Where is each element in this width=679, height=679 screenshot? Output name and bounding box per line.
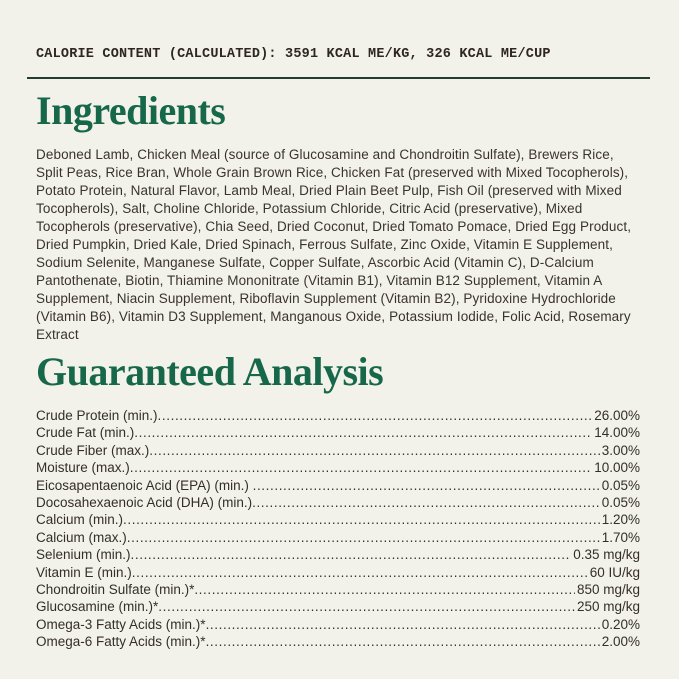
analysis-row bbox=[36, 598, 640, 615]
analysis-row bbox=[36, 616, 640, 633]
dot-leader bbox=[131, 546, 572, 563]
analysis-row-label: Vitamin E (min.) bbox=[36, 564, 132, 580]
analysis-row bbox=[36, 442, 640, 459]
analysis-row bbox=[36, 529, 640, 546]
analysis-row-label: Glucosamine (min.)* bbox=[36, 599, 159, 615]
analysis-row-value: 0.05% bbox=[601, 495, 640, 511]
analysis-row-value: 0.20% bbox=[601, 616, 640, 632]
analysis-row-label: Crude Fiber (max.) bbox=[36, 442, 150, 458]
ingredients-text: Deboned Lamb, Chicken Meal (source of Glucosamine and Chondroitin Sulfate), Brewers Rice, Split Peas, Rice Bran, Whole Grain Brown Rice, Chicken Fat (preserved with Mixed Tocopherols), Potato Protein, Natural Flavor, Lamb Meal, Dried Plain Beet Pulp, Fish Oil (preserved with Mixed Tocopherols), Salt, Choline Chloride, Potassium Chloride, Citric Acid (preservative), Mixed Tocopherols (preservative), Chia Seed, Dried Coconut, Dried Tomato Pomace, Dried Egg Product, Dried Pumpkin, Dried Kale, Dried Spinach, Ferrous Sulfate, Zinc Oxide, Vitamin E Supplement, Sodium Selenite, Manganese Sulfate, Copper Sulfate, Ascorbic Acid (Vitamin C), D-Calcium Pantothenate, Biotin, Thiamine Mononitrate (Vitamin B1), Vitamin B12 Supplement, Vitamin A Supplement, Niacin Supplement, Riboflavin Supplement (Vitamin B2), Pyridoxine Hydrochloride (Vitamin B6), Vitamin D3 Supplement, Manganous Oxide, Potassium Iodide, Folic Acid, Rosemary Extract bbox=[36, 147, 632, 342]
analysis-row-label: Docosahexaenoic Acid (DHA) (min.) bbox=[36, 495, 253, 511]
analysis-row-value: 3.00% bbox=[601, 442, 640, 458]
dot-leader bbox=[206, 616, 600, 633]
analysis-row bbox=[36, 494, 640, 511]
dot-leader bbox=[158, 598, 575, 615]
analysis-row-value: 2.00% bbox=[601, 634, 640, 650]
analysis-row-label: Crude Fat (min.) bbox=[36, 425, 135, 441]
analysis-row-label: Moisture (max.) bbox=[36, 460, 130, 476]
analysis-row bbox=[36, 459, 640, 476]
analysis-row-label: Calcium (min.) bbox=[36, 512, 124, 528]
dot-leader bbox=[127, 529, 600, 546]
analysis-table bbox=[36, 407, 640, 651]
analysis-row-value: 250 mg/kg bbox=[576, 599, 640, 615]
analysis-row bbox=[36, 477, 640, 494]
analysis-row-label: Eicosapentaenoic Acid (EPA) (min.) bbox=[36, 477, 253, 493]
dot-leader bbox=[149, 442, 599, 459]
analysis-row bbox=[36, 424, 640, 441]
dot-leader bbox=[130, 459, 592, 476]
analysis-row bbox=[36, 407, 640, 424]
analysis-row bbox=[36, 564, 640, 581]
dot-leader bbox=[194, 581, 575, 598]
calorie-content-line: CALORIE CONTENT (CALCULATED): 3591 KCAL ME/KG, 326 KCAL ME/CUP bbox=[36, 47, 551, 62]
analysis-row-label: Selenium (min.) bbox=[36, 547, 131, 563]
analysis-row-value: 0.35 mg/kg bbox=[573, 547, 640, 563]
dot-leader bbox=[132, 564, 588, 581]
analysis-row bbox=[36, 581, 640, 598]
analysis-row-value: 0.05% bbox=[601, 477, 640, 493]
analysis-row-value: 60 IU/kg bbox=[589, 564, 640, 580]
ingredients-heading: Ingredients bbox=[36, 88, 226, 133]
analysis-row bbox=[36, 546, 640, 563]
analysis-row bbox=[36, 511, 640, 528]
analysis-row-value: 1.20% bbox=[601, 512, 640, 528]
analysis-row-label: Chondroitin Sulfate (min.)* bbox=[36, 582, 195, 598]
section-divider bbox=[27, 77, 650, 79]
analysis-row-label: Crude Protein (min.) bbox=[36, 408, 158, 423]
analysis-row-value: 26.00% bbox=[594, 408, 640, 423]
dot-leader bbox=[158, 407, 593, 424]
dot-leader bbox=[206, 633, 600, 650]
analysis-row-label: Calcium (max.) bbox=[36, 529, 127, 545]
dot-leader bbox=[252, 494, 600, 511]
dot-leader bbox=[253, 477, 600, 494]
analysis-row-value: 14.00% bbox=[594, 425, 640, 441]
analysis-row bbox=[36, 633, 640, 650]
dot-leader bbox=[134, 424, 592, 441]
guaranteed-analysis-heading: Guaranteed Analysis bbox=[36, 349, 384, 394]
dot-leader bbox=[123, 511, 600, 528]
analysis-row-label: Omega-6 Fatty Acids (min.)* bbox=[36, 634, 206, 650]
analysis-row-value: 850 mg/kg bbox=[576, 582, 640, 598]
analysis-row-label: Omega-3 Fatty Acids (min.)* bbox=[36, 616, 206, 632]
analysis-row-value: 1.70% bbox=[601, 529, 640, 545]
analysis-row-value: 10.00% bbox=[594, 460, 640, 476]
